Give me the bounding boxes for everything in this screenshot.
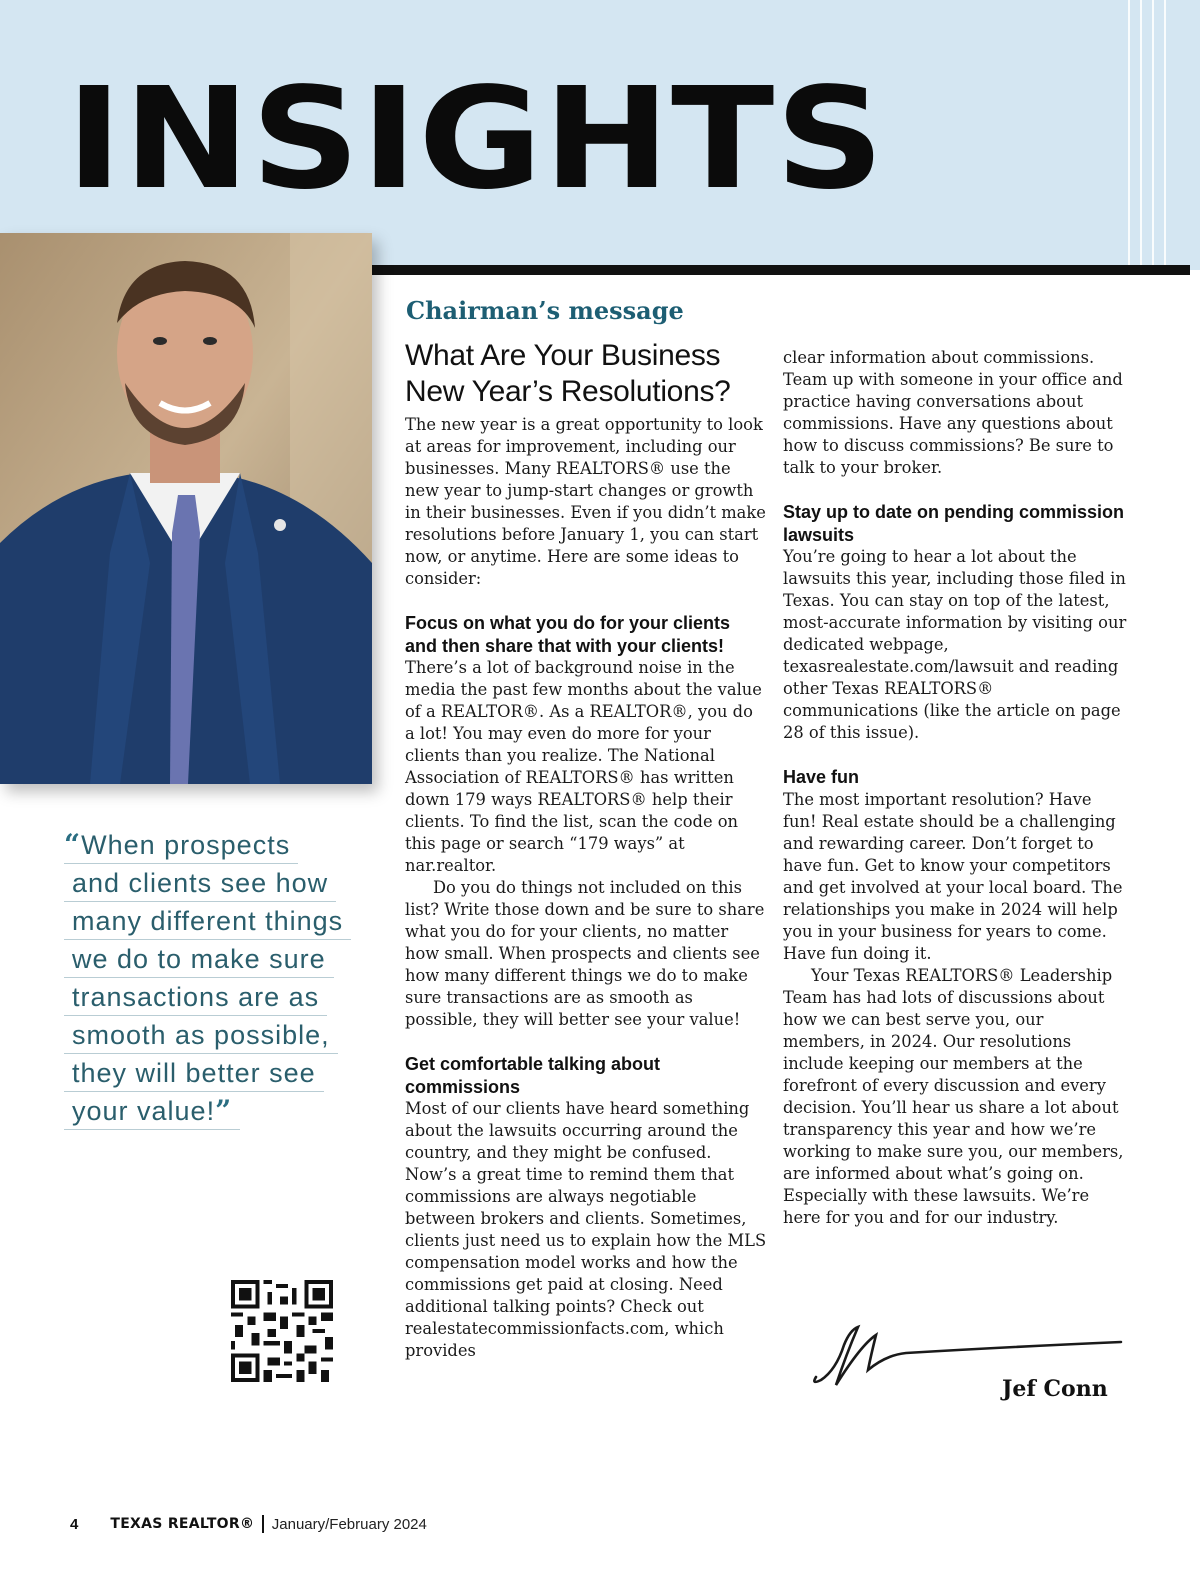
qr-code[interactable] [231,1280,333,1382]
close-quote-mark: ” [215,1094,233,1127]
page-title: INSIGHTS [66,58,886,221]
section-heading: Stay up to date on pending commission lawsuits [783,502,1125,545]
pull-quote-line: we do to make sure [64,941,334,978]
pull-quote [64,826,374,1130]
section-label: Chairman’s message [406,296,684,325]
body-paragraph: Most of our clients have heard something about the lawsuits occurring around the country, and they might be confused. Now’s a great time to remind them that commissions are always negotiable between brokers and clients. Sometimes, clients just need us to explain how the MLS compensation model works and how the commissions get paid at closing. Need additional talking points? Check out realestatecommissionfacts.com, which provides [405,1099,767,1360]
band-stripe [1140,0,1142,270]
section-heading: Have fun [783,767,860,787]
band-stripe [1164,0,1166,270]
pull-quote-line: and clients see how [64,865,336,902]
article-column-2 [783,347,1128,1229]
article-headline: What Are Your Business New Year’s Resolutions? [405,339,731,408]
pull-quote-line: your value! [72,1096,216,1126]
magazine-name: TEXAS REALTOR® [110,1516,255,1532]
section-heading: Get comfortable talking about commissions [405,1054,661,1097]
pull-quote-line: many different things [64,903,351,940]
signature-name: Jef Conn [1002,1376,1108,1402]
intro-paragraph: The new year is a great opportunity to look at areas for improvement, including our businesses. Many REALTORS® use the new year to jump-start changes or growth in their businesses. Even if you didn’t make resolutions before January 1, you can start now, or anytime. Here are some ideas to consider: [405,415,766,588]
page-footer [70,1515,427,1533]
band-stripe [1152,0,1154,270]
body-paragraph: The most important resolution? Have fun! Real estate should be a challenging and rewarding career. Don’t forget to have fun. Get to know your competitors and get involved at your local board. The relationships you make in 2024 will help you in your business for years to come. Have fun doing it. [783,789,1123,963]
pull-quote-line: transactions are as [64,979,327,1016]
section-heading: Focus on what you do for your clients and then share that with your clients! [405,613,731,656]
band-stripe [1128,0,1130,270]
body-paragraph: Your Texas REALTORS® Leadership Team has had lots of discussions about how we can best serve you, our members, in 2024. Our resolutions include keeping our members at the forefront of every discussion and every decision. You’ll hear us share a lot about transparency this year and how we’re working to make sure you, our members, are informed about what’s going on. Especially with these lawsuits. We’re here for you and for our industry. [783,965,1124,1227]
article-column-1 [405,414,767,1362]
footer-separator [262,1515,264,1533]
pull-quote-line: When prospects [81,830,291,860]
page-number: 4 [70,1515,79,1533]
pull-quote-line: they will better see [64,1055,324,1092]
body-paragraph: You’re going to hear a lot about the lawsuits this year, including those filed in Texas. You can stay on top of the latest, most-accurate information by visiting our dedicated webpage, texasrealestate.com/lawsuit and reading other Texas REALTORS® communications (like the article on page 28 of this issue). [783,547,1127,742]
body-paragraph: clear information about commissions. Team up with someone in your office and practice having conversations about commissions. Have any questions about how to discuss commissions? Be sure to talk to your broker. [783,348,1123,477]
pull-quote-line: smooth as possible, [64,1017,338,1054]
body-paragraph: There’s a lot of background noise in the media the past few months about the value of a REALTOR®. As a REALTOR®, you do a lot! You may even do more for your clients than you realize. The National Association of REALTORS® has written down 179 ways REALTORS® help their clients. To find the list, scan the code on this page or search “179 ways” at nar.realtor. [405,658,762,875]
open-quote-mark: “ [64,828,82,861]
issue-date: January/February 2024 [271,1515,427,1533]
body-paragraph: Do you do things not included on this list? Write those down and be sure to share what you do for your clients, no matter how small. When prospects and clients see how many different things we do to make sure transactions are as smooth as possible, they will better see your value! [405,878,765,1029]
divider-rule [372,265,1190,275]
chairman-photo [0,233,372,784]
